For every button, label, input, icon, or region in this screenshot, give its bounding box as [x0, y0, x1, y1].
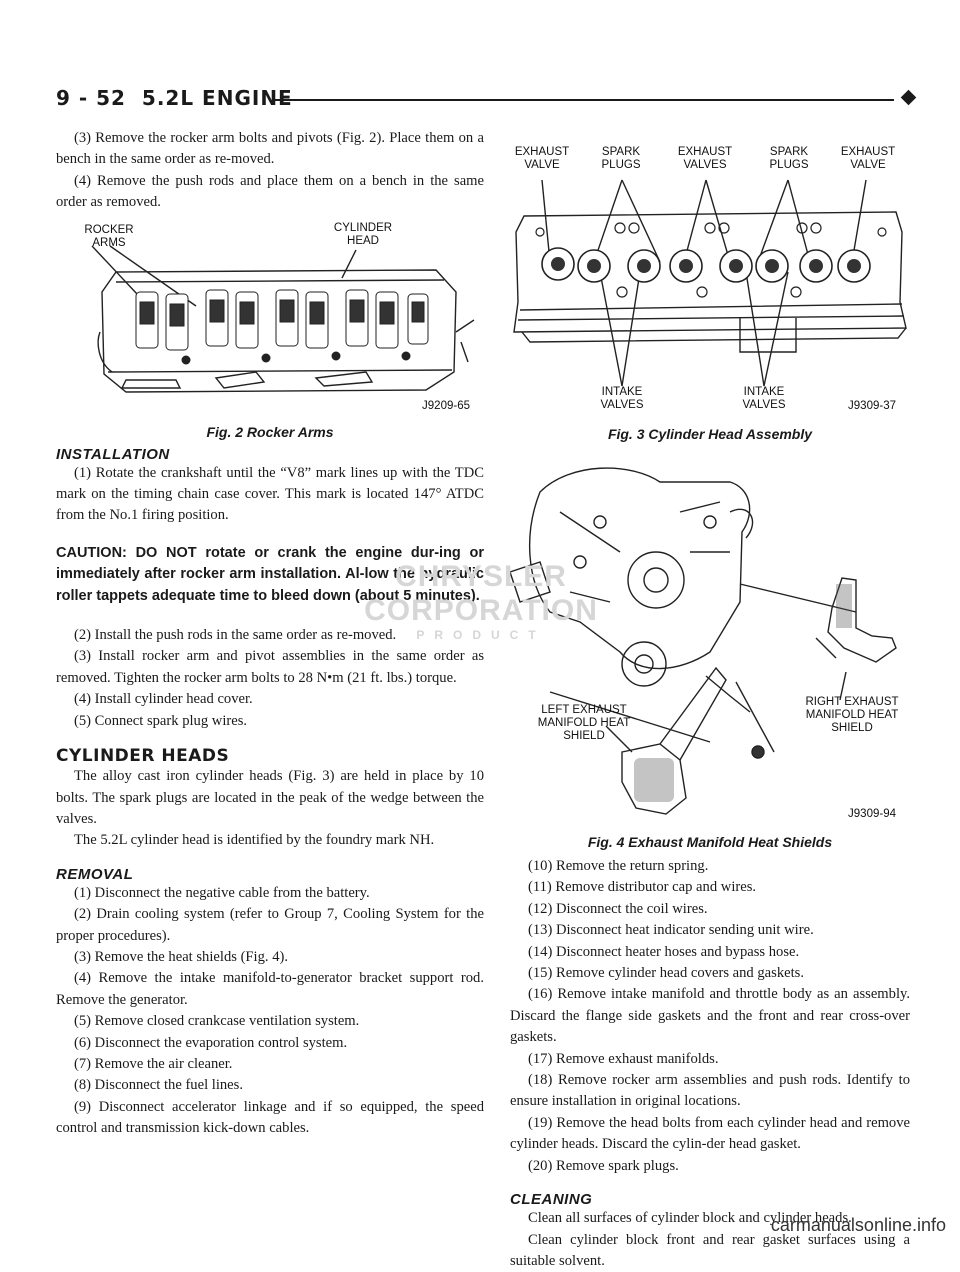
label-exhaust-valve-left: EXHAUST VALVE — [510, 146, 574, 172]
fig3-code: J9309-37 — [848, 400, 896, 412]
step-paragraph: (16) Remove intake manifold and throttle body as an assembly. Discard the flange side gaskets and the front and rear cross-over gaskets. — [510, 984, 910, 1048]
step-paragraph: (9) Disconnect accelerator linkage and if so equipped, the speed control and transmission kick-down cables. — [56, 1097, 484, 1140]
label-rocker-arms: ROCKER ARMS — [74, 224, 144, 250]
step-paragraph: (5) Remove closed crankcase ventilation system. — [56, 1011, 484, 1032]
fig3-cylinder-head-assembly — [510, 132, 910, 418]
fig4-code: J9309-94 — [848, 808, 896, 820]
watermark-line2: PRODUCT — [316, 628, 646, 642]
fig2-caption: Fig. 2 Rocker Arms — [56, 424, 484, 440]
step-paragraph: (3) Remove the rocker arm bolts and pivots (Fig. 2). Place them on a bench in the same order as re-moved. — [56, 128, 484, 171]
step-paragraph: (15) Remove cylinder head covers and gaskets. — [510, 963, 910, 984]
step-paragraph: (3) Remove the heat shields (Fig. 4). — [56, 947, 484, 968]
label-spark-plugs-left: SPARK PLUGS — [592, 146, 650, 172]
fig2-rocker-arms — [56, 222, 484, 414]
cylinder-heads-heading: CYLINDER HEADS — [56, 746, 484, 766]
step-paragraph: (17) Remove exhaust manifolds. — [510, 1049, 910, 1070]
installation-heading: INSTALLATION — [56, 446, 484, 463]
label-intake-valves-right: INTAKE VALVES — [734, 386, 794, 412]
body-paragraph: Clean cylinder block front and rear gasket surfaces using a suitable solvent. — [510, 1230, 910, 1272]
body-paragraph: The alloy cast iron cylinder heads (Fig. 3) are held in place by 10 bolts. The spark plugs are located in the peak of the wedge between the valves. — [56, 766, 484, 830]
body-paragraph: The 5.2L cylinder head is identified by the foundry mark NH. — [56, 830, 484, 851]
footer-url: carmanualsonline.info — [771, 1215, 946, 1236]
step-paragraph: (4) Remove the intake manifold-to-generator bracket support rod. Remove the generator. — [56, 968, 484, 1011]
step-paragraph: (2) Install the push rods in the same order as re-moved. — [56, 625, 484, 646]
step-paragraph: (4) Install cylinder head cover. — [56, 689, 484, 710]
page-header — [56, 86, 916, 116]
step-paragraph: (20) Remove spark plugs. — [510, 1156, 910, 1177]
heat-shields-illustration — [510, 452, 910, 832]
cleaning-heading: CLEANING — [510, 1191, 910, 1208]
watermark-line1: CHRYSLER CORPORATION — [316, 560, 646, 628]
step-paragraph: (19) Remove the head bolts from each cylinder head and remove cylinder heads. Discard the cylin-der head gasket. — [510, 1113, 910, 1156]
label-spark-plugs-right: SPARK PLUGS — [760, 146, 818, 172]
left-column — [56, 128, 484, 1140]
diamond-icon — [901, 90, 917, 106]
step-paragraph: (1) Disconnect the negative cable from the battery. — [56, 883, 484, 904]
right-column — [510, 132, 910, 1272]
step-paragraph: (5) Connect spark plug wires. — [56, 711, 484, 732]
label-right-heat-shield: RIGHT EXHAUST MANIFOLD HEAT SHIELD — [802, 696, 902, 735]
label-exhaust-valve-right: EXHAUST VALVE — [836, 146, 900, 172]
header-rule — [274, 99, 894, 101]
body-paragraph: Clean all surfaces of cylinder block and cylinder heads. — [510, 1208, 910, 1229]
label-exhaust-valves-center: EXHAUST VALVES — [670, 146, 740, 172]
label-cylinder-head: CYLINDER HEAD — [318, 222, 408, 248]
label-intake-valves-left: INTAKE VALVES — [592, 386, 652, 412]
rocker-arms-illustration — [56, 222, 484, 414]
step-paragraph: (18) Remove rocker arm assemblies and push rods. Identify to ensure installation in original locations. — [510, 1070, 910, 1113]
page-number-title: 9 - 52 5.2L ENGINE — [56, 86, 293, 110]
step-paragraph: (6) Disconnect the evaporation control system. — [56, 1033, 484, 1054]
step-paragraph: (3) Install rocker arm and pivot assemblies in the same order as removed. Tighten the rocker arm bolts to 28 N•m (21 ft. lbs.) torque. — [56, 646, 484, 689]
caution-note: CAUTION: DO NOT rotate or crank the engine dur-ing or immediately after rocker arm installation. Al-low the hydraulic roller tappets adequate time to bleed down (about 5 minutes). — [56, 543, 484, 607]
step-paragraph: (2) Drain cooling system (refer to Group 7, Cooling System for the proper procedures). — [56, 904, 484, 947]
cylinder-head-illustration — [510, 132, 910, 418]
removal-heading: REMOVAL — [56, 866, 484, 883]
step-paragraph: (12) Disconnect the coil wires. — [510, 899, 910, 920]
step-paragraph: (8) Disconnect the fuel lines. — [56, 1075, 484, 1096]
fig2-code: J9209-65 — [422, 400, 470, 412]
step-paragraph: (7) Remove the air cleaner. — [56, 1054, 484, 1075]
label-left-heat-shield: LEFT EXHAUST MANIFOLD HEAT SHIELD — [536, 704, 632, 743]
step-paragraph: (14) Disconnect heater hoses and bypass hose. — [510, 942, 910, 963]
fig4-caption: Fig. 4 Exhaust Manifold Heat Shields — [510, 834, 910, 850]
step-paragraph: (4) Remove the push rods and place them on a bench in the same order as removed. — [56, 171, 484, 214]
fig4-heat-shields — [510, 452, 910, 832]
fig3-caption: Fig. 3 Cylinder Head Assembly — [510, 426, 910, 442]
step-paragraph: (13) Disconnect heat indicator sending unit wire. — [510, 920, 910, 941]
step-paragraph: (10) Remove the return spring. — [510, 856, 910, 877]
step-paragraph: (1) Rotate the crankshaft until the “V8” mark lines up with the TDC mark on the timing chain case cover. This mark is located 147° ATDC from the No.1 firing position. — [56, 463, 484, 527]
step-paragraph: (11) Remove distributor cap and wires. — [510, 877, 910, 898]
